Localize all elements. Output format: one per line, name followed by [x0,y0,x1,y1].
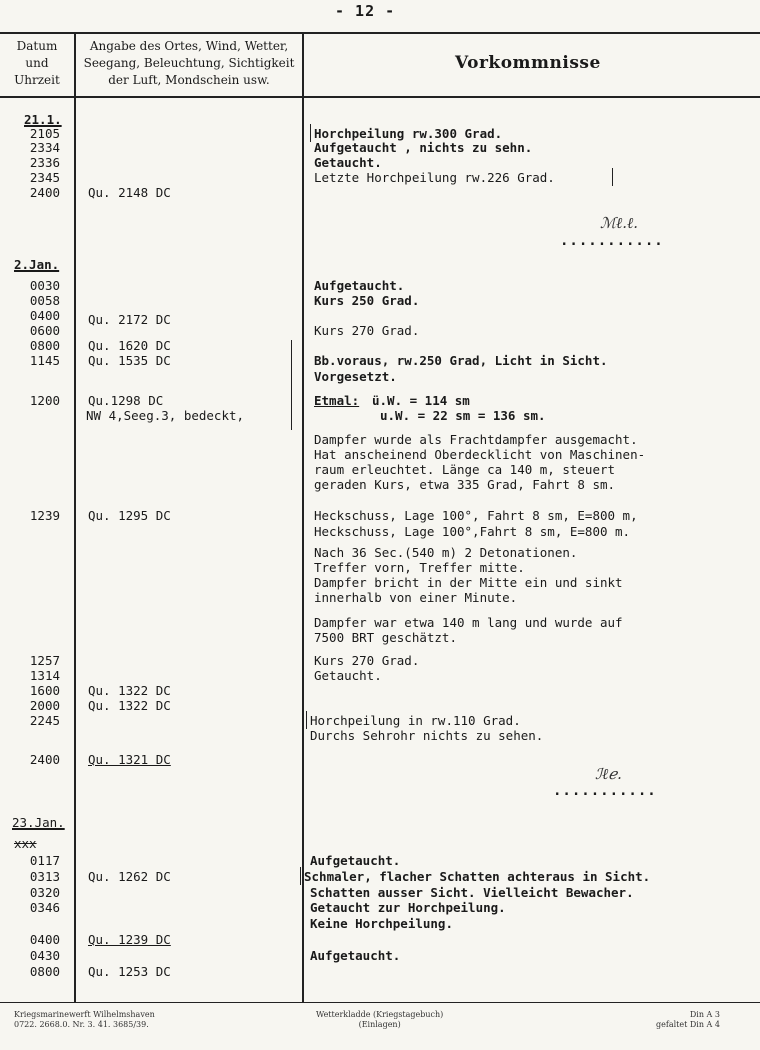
time-2245: 2245 [29,713,60,728]
event-line: Vorgesetzt. [314,369,397,384]
event-line: Schatten ausser Sicht. Vielleicht Bewacher. [310,885,634,900]
event-line: Aufgetaucht , nichts zu sehn. [314,140,533,155]
etmal-over: ü.W. = 114 sm [372,393,470,408]
time-0800: 0800 [29,964,60,979]
event-line: Hat anscheinend Oberdecklicht von Maschinen- [314,447,646,462]
time-0058: 0058 [29,293,60,308]
event-line: Schmaler, flacher Schatten achteraus in Sicht. [304,869,651,884]
event-line: Heckschuss, Lage 100°, Fahrt 8 sm, E=800 m, [314,508,638,523]
event-line: Heckschuss, Lage 100°,Fahrt 8 sm, E=800 m. [314,524,631,539]
etmal-label: Etmal: [314,393,360,408]
time-0430: 0430 [29,948,60,963]
date-23-jan: 23.Jan. [12,815,65,830]
position-1239: Qu. 1295 DC [88,508,171,523]
footer-right: Din A 3 gefaltet Din A 4 [656,1010,720,1029]
bracket-right [612,168,613,186]
position-1200: Qu.1298 DC [88,393,164,408]
bracket-left [300,867,301,885]
time-1257: 1257 [29,653,60,668]
event-line: Dampfer wurde als Frachtdampfer ausgemacht. [314,432,638,447]
event-line: Aufgetaucht. [310,853,401,868]
time-1145: 1145 [29,353,60,368]
event-line: Kurs 250 Grad. [314,293,420,308]
time-0800: 0800 [29,338,60,353]
time-0400: 0400 [29,932,60,947]
event-line: Getaucht. [314,155,382,170]
event-line: 7500 BRT geschätzt. [314,630,457,645]
time-0400: 0400 [29,308,60,323]
time-0346: 0346 [29,900,60,915]
event-line: geraden Kurs, etwa 335 Grad, Fahrt 8 sm. [314,477,616,492]
position-1600: Qu. 1322 DC [88,683,171,698]
bracket-left [306,711,307,729]
time-2000: 2000 [29,698,60,713]
event-line: Aufgetaucht. [310,948,401,963]
top-rule [0,32,760,34]
position-0800: Qu. 1253 DC [88,964,171,979]
bracket-left [310,124,311,142]
event-line: Getaucht zur Horchpeilung. [310,900,506,915]
signature-1: ℳℓ.ℓ. [600,214,639,232]
header-events: Vorkommnisse [455,53,601,73]
position-0800: Qu. 1620 DC [88,338,171,353]
event-line: Dampfer bricht in der Mitte ein und sinkt [314,575,623,590]
position-0400: Qu. 1239 DC [88,932,171,947]
footer-left: Kriegsmarinewerft Wilhelmshaven 0722. 2668.0. Nr. 3. 41. 3685/39. [14,1010,155,1029]
time-1200: 1200 [29,393,60,408]
time-0320: 0320 [29,885,60,900]
event-line: Aufgetaucht. [314,278,405,293]
position-2400: Qu. 1321 DC [88,752,171,767]
footer-center: Wetterkladde (Kriegstagebuch) (Einlagen) [316,1010,444,1029]
position-2400: Qu. 2148 DC [88,185,171,200]
time-1314: 1314 [29,668,60,683]
event-line: Getaucht. [314,668,382,683]
page-number: - 12 - [335,2,396,20]
etmal-under: u.W. = 22 sm = 136 sm. [380,408,546,423]
event-line: Dampfer war etwa 140 m lang und wurde auf [314,615,623,630]
event-line: Horchpeilung in rw.110 Grad. [310,713,521,728]
position-0400: Qu. 2172 DC [88,312,171,327]
event-line: Horchpeilung rw.300 Grad. [314,126,503,141]
column-rule-1 [74,32,76,1002]
time-0600: 0600 [29,323,60,338]
header-date-time: Datum und Uhrzeit [14,39,60,87]
weather-1200: NW 4,Seeg.3, bedeckt, [86,408,245,423]
signature-dots: ........... [560,233,664,249]
event-line: Durchs Sehrohr nichts zu sehen. [310,728,544,743]
time-1239: 1239 [29,508,60,523]
event-line: Bb.voraus, rw.250 Grad, Licht in Sicht. [314,353,608,368]
time-0030: 0030 [29,278,60,293]
margin-mark [291,340,292,430]
column-rule-2 [302,32,304,1002]
event-line: Letzte Horchpeilung rw.226 Grad. [314,170,555,185]
time-2334: 2334 [29,140,60,155]
event-line: Treffer vorn, Treffer mitte. [314,560,525,575]
event-line: Kurs 270 Grad. [314,653,420,668]
footer-rule [0,1002,760,1003]
header-location-weather: Angabe des Ortes, Wind, Wetter, Seegang, Beleuchtung, Sichtigkeit der Luft, Mondschein usw. [83,39,295,87]
event-line: Keine Horchpeilung. [310,916,453,931]
time-0313: 0313 [29,869,60,884]
time-0117: 0117 [29,853,60,868]
date-21-jan: 21.1. [24,112,62,127]
position-0313: Qu. 1262 DC [88,869,171,884]
time-2336: 2336 [29,155,60,170]
event-line: Nach 36 Sec.(540 m) 2 Detonationen. [314,545,578,560]
signature-dots: ........... [553,783,657,799]
time-2400: 2400 [29,185,60,200]
time-2105: 2105 [29,126,60,141]
position-2000: Qu. 1322 DC [88,698,171,713]
time-2400: 2400 [29,752,60,767]
event-line: innerhalb von einer Minute. [314,590,518,605]
position-1145: Qu. 1535 DC [88,353,171,368]
time-2345: 2345 [29,170,60,185]
time-struck: xxx [14,836,37,851]
signature-2: ℐℓℯ. [595,765,622,783]
date-2-jan: 2.Jan. [14,257,60,272]
event-line: raum erleuchtet. Länge ca 140 m, steuert [314,462,616,477]
event-line: Kurs 270 Grad. [314,323,420,338]
time-1600: 1600 [29,683,60,698]
header-rule [0,96,760,98]
